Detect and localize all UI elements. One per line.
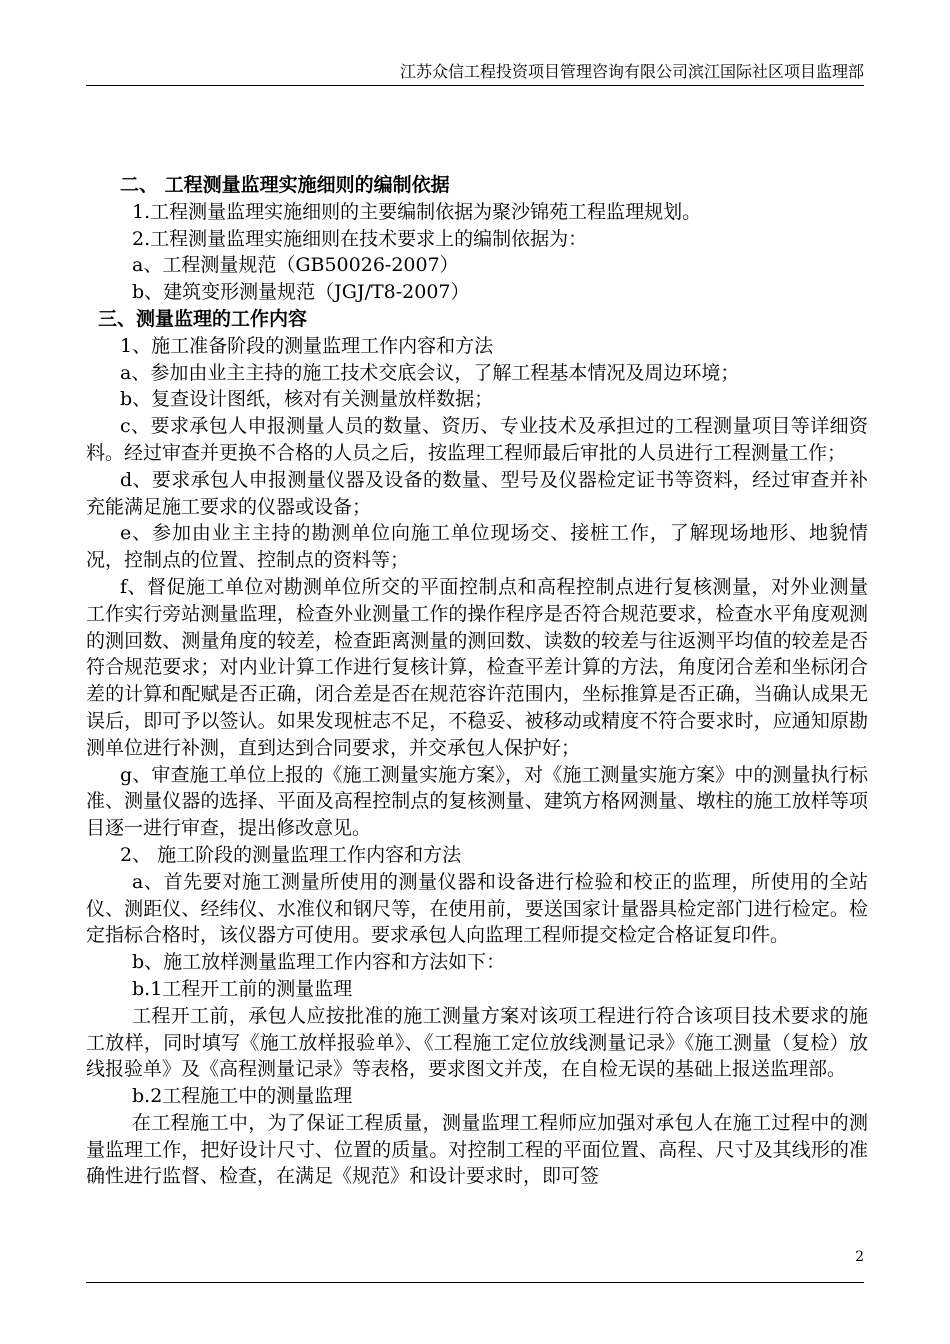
paragraph: b、施工放样测量监理工作内容和方法如下： [132, 951, 506, 974]
paragraph: e、参加由业主主持的勘测单位向施工单位现场交、接桩工作，了解现场地形、地貌情况，控制点的位置、控制点的资料等； [86, 522, 868, 572]
paragraph: b.1工程开工前的测量监理 [132, 977, 353, 1000]
paragraph: 1.工程测量监理实施细则的主要编制依据为聚沙锦苑工程监理规划。 [132, 200, 702, 223]
document-body [86, 172, 868, 1190]
paragraph: b.2工程施工中的测量监理 [132, 1085, 353, 1108]
page-number: 2 [855, 1249, 864, 1265]
paragraph: d、要求承包人申报测量仪器及设备的数量、型号及仪器检定证书等资料，经过审查并补充能满足施工要求的仪器或设备； [86, 468, 868, 518]
paragraph: b、复查设计图纸，核对有关测量放样数据； [120, 388, 494, 411]
paragraph: 2、 施工阶段的测量监理工作内容和方法 [120, 843, 462, 866]
paragraph: 在工程施工中，为了保证工程质量，测量监理工程师应加强对承包人在施工过程中的测量监理工作，把好设计尺寸、位置的质量。对控制工程的平面位置、高程、尺寸及其线形的准确性进行监督、检查，在满足《规范》和设计要求时，即可签 [86, 1111, 868, 1188]
footer-rule [86, 1282, 864, 1283]
section-heading: 二、 工程测量监理实施细则的编制依据 [120, 174, 450, 196]
paragraph: 1、施工准备阶段的测量监理工作内容和方法 [120, 334, 494, 357]
paragraph: c、要求承包人申报测量人员的数量、资历、专业技术及承担过的工程测量项目等详细资料。经过审查并更换不合格的人员之后，按监理工程师最后审批的人员进行工程测量工作； [86, 415, 868, 464]
paragraph: 工程开工前，承包人应按批准的施工测量方案对该项工程进行符合该项目技术要求的施工放样，同时填写《施工放样报验单》、《工程施工定位放线测量记录》《施工测量（复检）放线报验单》及《高程测量记录》等表格，要求图文并茂，在自检无误的基础上报送监理部。 [86, 1004, 868, 1081]
running-header: 江苏众信工程投资项目管理咨询有限公司滨江国际社区项目监理部 [86, 62, 864, 86]
paragraph: b、建筑变形测量规范（JGJ/T8-2007） [132, 281, 470, 304]
paragraph: a、工程测量规范（GB50026-2007） [132, 254, 459, 277]
paragraph: g、审查施工单位上报的《施工测量实施方案》，对《施工测量实施方案》中的测量执行标准、测量仪器的选择、平面及高程控制点的复核测量、建筑方格网测量、墩柱的施工放样等项目逐一进行审查，提出修改意见。 [86, 763, 868, 840]
paragraph: f、督促施工单位对勘测单位所交的平面控制点和高程控制点进行复核测量，对外业测量工作实行旁站测量监理，检查外业测量工作的操作程序是否符合规范要求，检查水平角度观测的测回数、测量角度的较差，检查距离测量的测回数、读数的较差与往返测平均值的较差是否符合规范要求；对内业计算工作进行复核计算，检查平差计算的方法，角度闭合差和坐标闭合差的计算和配赋是否正确，闭合差是否在规范容许范围内，坐标推算是否正确，当确认成果无误后，即可予以签认。如果发现桩志不足，不稳妥、被移动或精度不符合要求时，应通知原勘测单位进行补测，直到达到合同要求，并交承包人保护好； [86, 575, 868, 759]
paragraph: a、首先要对施工测量所使用的测量仪器和设备进行检验和校正的监理，所使用的全站仪、测距仪、经纬仪、水准仪和钢尺等，在使用前，要送国家计量器具检定部门进行检定。检定指标合格时，该仪器方可使用。要求承包人向监理工程师提交检定合格证复印件。 [86, 870, 868, 947]
paragraph: a、参加由业主主持的施工技术交底会议，了解工程基本情况及周边环境； [120, 361, 740, 384]
section-heading: 三、测量监理的工作内容 [98, 307, 308, 330]
paragraph: 2.工程测量监理实施细则在技术要求上的编制依据为： [132, 227, 588, 250]
